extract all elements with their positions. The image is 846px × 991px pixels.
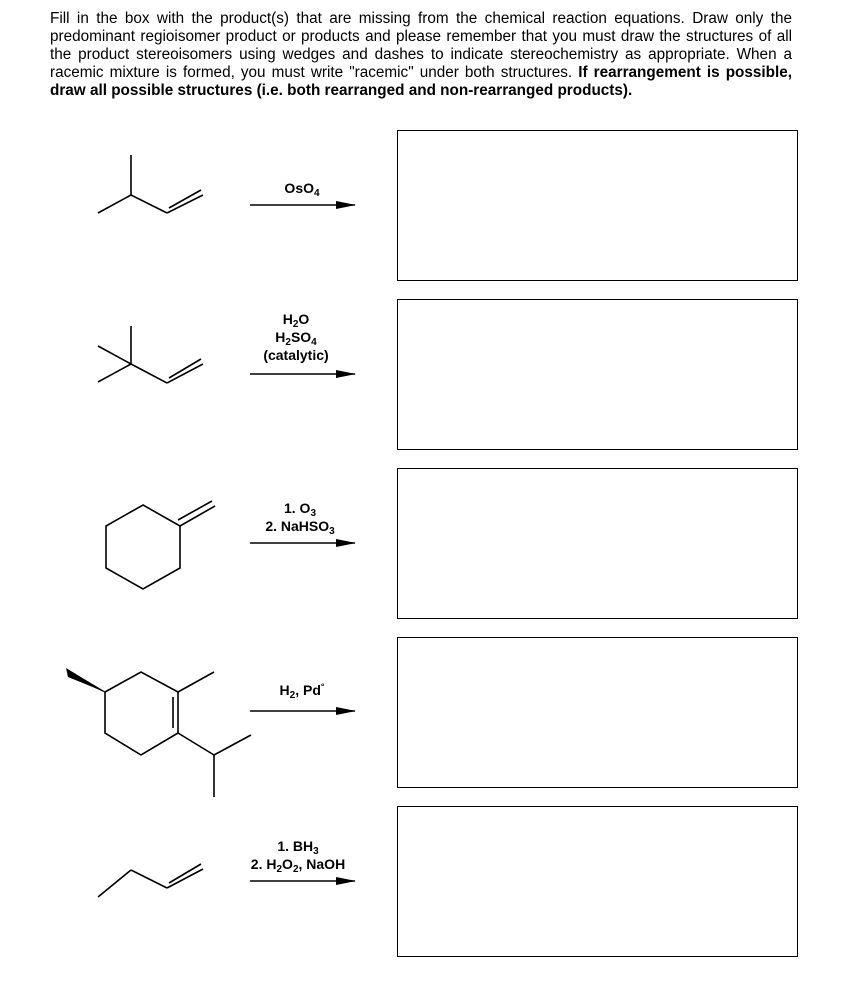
answer-box-4[interactable] <box>397 637 798 788</box>
reagent-text: H <box>282 311 293 327</box>
reactant-5-structure <box>98 864 203 897</box>
reagent-text: (catalytic) <box>263 347 329 363</box>
answer-box-5[interactable] <box>397 806 798 957</box>
reagent-label-4 <box>280 681 325 699</box>
reagent-text: O <box>298 311 310 327</box>
reagent-text: ° <box>320 681 325 692</box>
reagent-text: 2. H <box>250 856 277 872</box>
reagent-text: , NaOH <box>298 856 346 872</box>
reactant-3-structure <box>106 501 215 589</box>
answer-box-3[interactable] <box>397 468 798 619</box>
reagent-label-1 <box>284 179 319 197</box>
reagent-text: 4 <box>311 337 317 348</box>
reagent-text: 2 <box>289 690 296 701</box>
reactant-2-structure <box>98 326 203 383</box>
reactant-1-structure <box>98 155 203 213</box>
reagent-line <box>265 499 334 517</box>
instructions-bold: If rearrangement is possible, draw all possible structures (i.e. both rearranged and non-rearranged products). <box>50 64 793 99</box>
reagent-text: 3 <box>329 526 335 537</box>
reagent-text: 4 <box>314 188 320 199</box>
reagent-text: 1. BH <box>277 838 314 854</box>
reagent-text: 2 <box>276 864 283 875</box>
reagent-line <box>265 517 334 535</box>
reactant-4-structure <box>66 668 251 797</box>
reagent-text: H <box>275 329 286 345</box>
reagent-line <box>263 346 328 364</box>
reagent-line <box>263 328 328 346</box>
answer-box-1[interactable] <box>397 130 798 281</box>
reagent-text: 2 <box>292 319 299 330</box>
reagent-line <box>251 837 345 855</box>
reagent-text: 2 <box>285 337 291 348</box>
reagent-text: , Pd <box>295 682 321 698</box>
reagent-text: O <box>282 856 293 872</box>
instructions-normal: Fill in the box with the product(s) that are missing from the chemical reaction equations. Draw only the predominant regioisomer product or products and please remember that you must draw the structures of all the product stereoisomers using wedges and dashes to indicate stereochemistry as appropriate. When a racemic mixture is formed, you must write "racemic" under both structures. <box>50 10 792 81</box>
reagent-text: 2 <box>292 864 299 875</box>
reagent-label-3 <box>265 499 334 535</box>
answer-box-2[interactable] <box>397 299 798 450</box>
reagent-text: H <box>279 682 290 698</box>
reagent-label-5 <box>251 837 345 873</box>
reagent-text: 3 <box>313 846 319 857</box>
reagent-text: OsO <box>284 180 315 196</box>
reagent-label-2 <box>263 310 328 364</box>
reagent-text: 2. NaHSO <box>265 518 330 534</box>
reagent-line <box>284 179 319 197</box>
reagent-line <box>280 681 325 699</box>
reagent-text: SO <box>290 329 312 345</box>
reagent-text: 1. O <box>283 500 311 516</box>
reagent-line <box>251 855 345 873</box>
reagent-text: 3 <box>310 508 317 519</box>
reagent-line <box>263 310 328 328</box>
